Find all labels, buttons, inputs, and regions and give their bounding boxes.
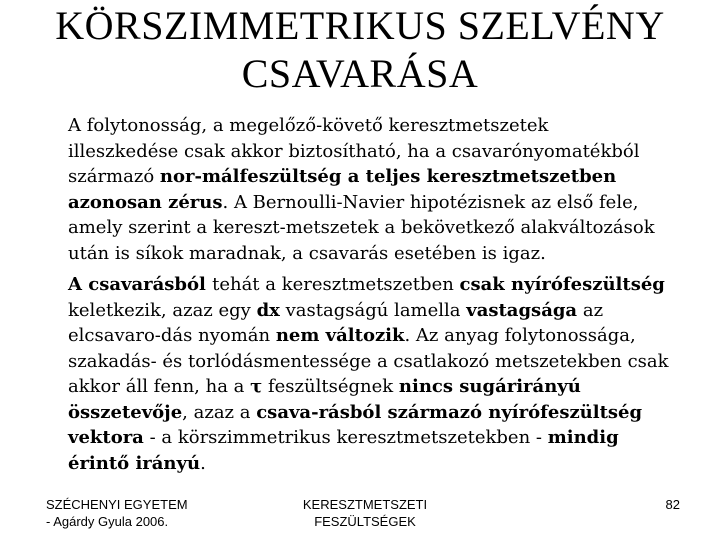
text-span: származó (68, 166, 160, 187)
emphasis-text: mindig (547, 427, 619, 448)
emphasis-text: nincs sugárirányú (398, 376, 581, 397)
text-line (68, 164, 708, 190)
footer-author (46, 496, 188, 530)
text-line (68, 298, 708, 324)
emphasis-text: nor-málfeszültség a teljes keresztmetszetben (159, 166, 617, 187)
text-line (68, 272, 708, 298)
text-line (68, 374, 708, 400)
text-line: A folytonosság, a megelőző-követő keresztmetszetek (68, 115, 549, 136)
text-line: szakadás- és torlódásmentessége a csatlakozó metszetekben csak (68, 350, 669, 372)
title-line-2: CSAVARÁSA (241, 51, 479, 96)
emphasis-text: nem változik (275, 325, 405, 346)
text-line: illeszkedése csak akkor biztosítható, ha a csavarónyomatékból (68, 140, 640, 162)
text-span: - a körszimmetrikus keresztmetszetekben - (143, 427, 548, 448)
emphasis-text: dx (256, 299, 280, 321)
page-number: 82 (665, 497, 680, 512)
paragraph-torsion (68, 272, 708, 476)
footer-author-year: - Agárdy Gyula 2006. (46, 514, 169, 529)
paragraph-continuity (68, 113, 708, 266)
text-span: . Az anyag folytonossága, (404, 325, 636, 346)
text-line: amely szerint a kereszt-metszetek a bekövetkező alakváltozások (68, 217, 655, 238)
text-line: után is síkok maradnak, a csavarás esetében is igaz. (68, 242, 546, 264)
text-line (68, 425, 708, 451)
footer-topic-line-1: KERESZTMETSZETI (302, 497, 428, 512)
text-line (68, 323, 708, 349)
title-line-1: KÖRSZIMMETRIKUS SZELVÉNY (55, 3, 665, 48)
text-span: . A Bernoulli-Navier hipotézisnek az első fele, (222, 191, 639, 213)
text-span: feszültségnek (262, 376, 399, 397)
text-span: tehát a keresztmetszetben (212, 274, 460, 295)
emphasis-text: érintő irányú (68, 452, 201, 474)
tau-symbol: τ (250, 376, 263, 397)
footer-university: SZÉCHENYI EGYETEM (46, 497, 188, 512)
text-span: vastagságú lamella (279, 299, 467, 321)
emphasis-text: A csavarásból (68, 274, 213, 295)
text-span: akkor áll fenn, ha a (68, 376, 251, 397)
text-span: . (200, 452, 206, 474)
emphasis-text: vektora (68, 427, 144, 448)
text-line (68, 451, 708, 477)
emphasis-text: összetevője (68, 401, 183, 423)
emphasis-text: vastagsága (466, 299, 578, 321)
text-line (68, 190, 708, 216)
text-line (68, 400, 708, 426)
emphasis-text: csava-rásból származó nyírófeszültség (256, 401, 643, 423)
slide-title (0, 2, 720, 98)
emphasis-text: azonosan zérus (68, 191, 223, 213)
footer-topic (290, 496, 440, 530)
footer-topic-line-2: FESZÜLTSÉGEK (314, 514, 416, 529)
text-span: elcsavaro-dás nyomán (68, 325, 276, 346)
text-span: az (577, 299, 604, 321)
text-span: keletkezik, azaz egy (68, 299, 257, 321)
emphasis-text: csak nyírófeszültség (459, 274, 665, 295)
text-span: , azaz a (182, 401, 257, 423)
